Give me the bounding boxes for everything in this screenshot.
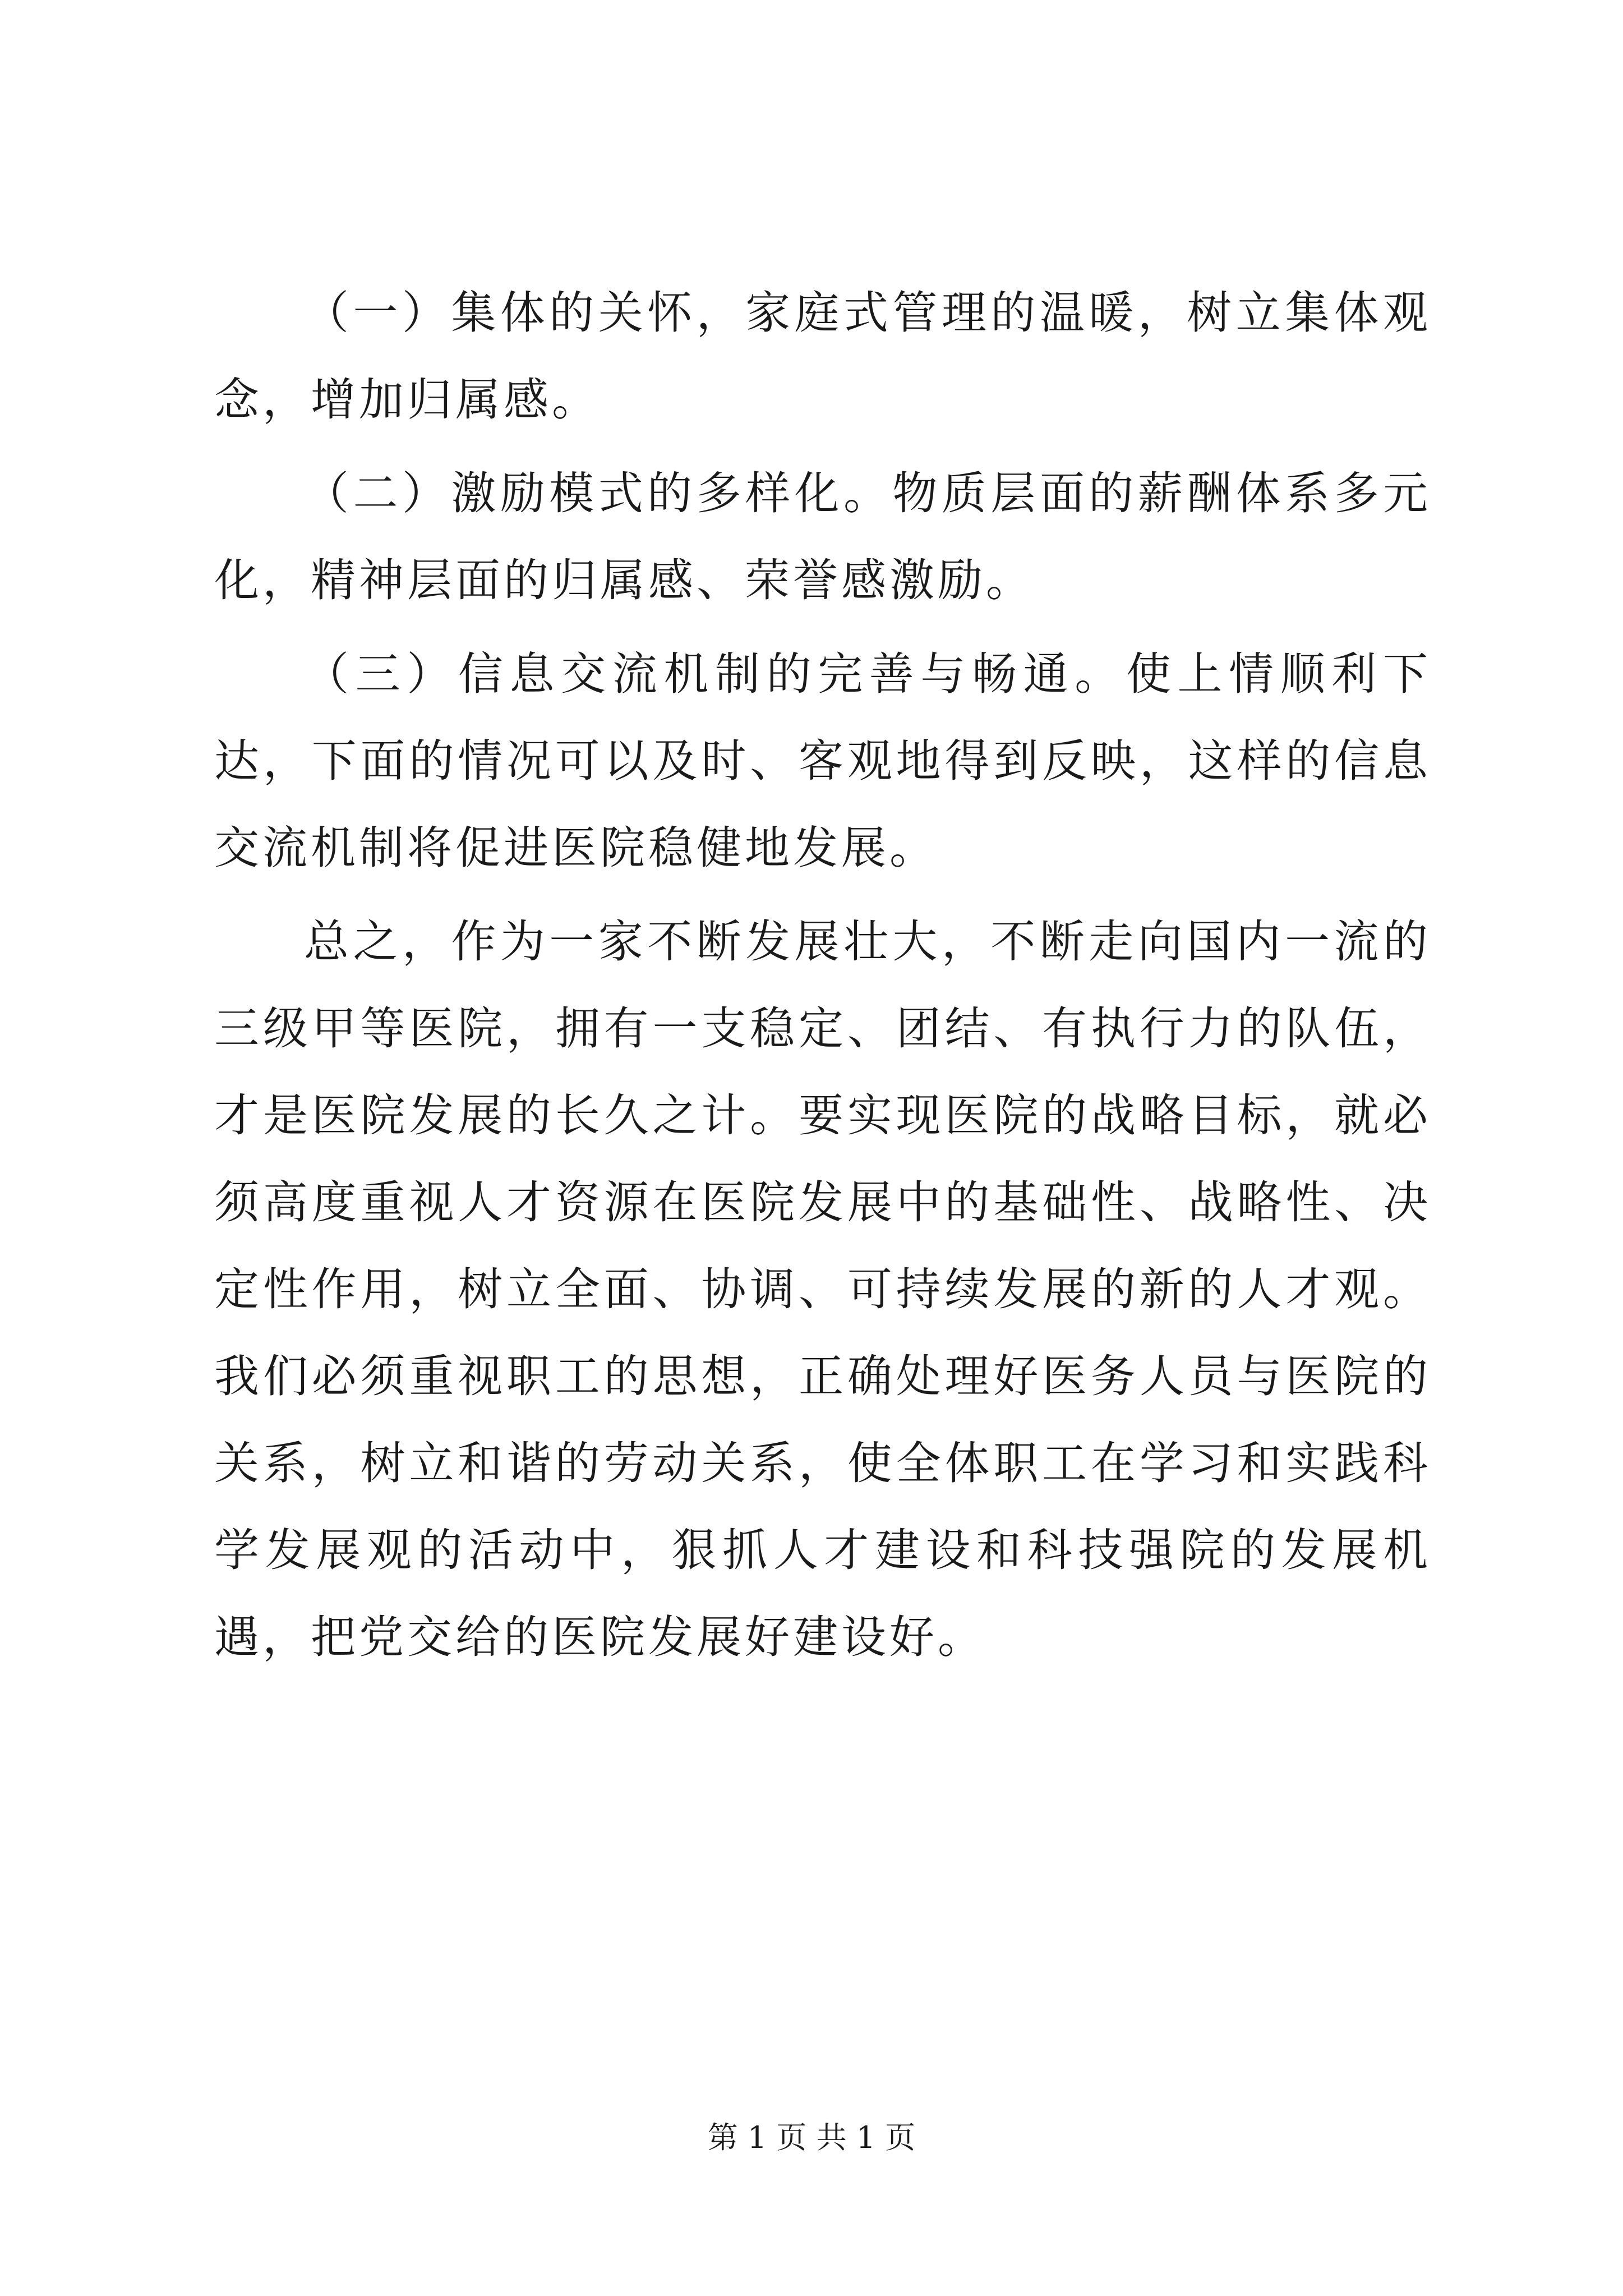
paragraph-3: （三）信息交流机制的完善与畅通。使上情顺利下达，下面的情况可以及时、客观地得到反映，这样的信息交流机制将促进医院稳健地发展。 <box>214 648 1431 874</box>
page-number-footer: 第 1 页 共 1 页 <box>707 2120 916 2155</box>
document-body <box>214 269 1431 1687</box>
paragraph-1: （一）集体的关怀，家庭式管理的温暖，树立集体观念，增加归属感。 <box>214 287 1431 426</box>
paragraph-2: （二）激励模式的多样化。物质层面的薪酬体系多元化，精神层面的归属感、荣誉感激励。 <box>214 467 1431 606</box>
paragraph-4: 总之，作为一家不断发展壮大，不断走向国内一流的三级甲等医院，拥有一支稳定、团结、有执行力的队伍，才是医院发展的长久之计。要实现医院的战略目标，就必须高度重视人才资源在医院发展中的基础性、战略性、决定性作用，树立全面、协调、可持续发展的新的人才观。我们必须重视职工的思想，正确处理好医务人员与医院的关系，树立和谐的劳动关系，使全体职工在学习和实践科学发展观的活动中，狠抓人才建设和科技强院的发展机遇，把党交给的医院发展好建设好。 <box>214 915 1431 1663</box>
